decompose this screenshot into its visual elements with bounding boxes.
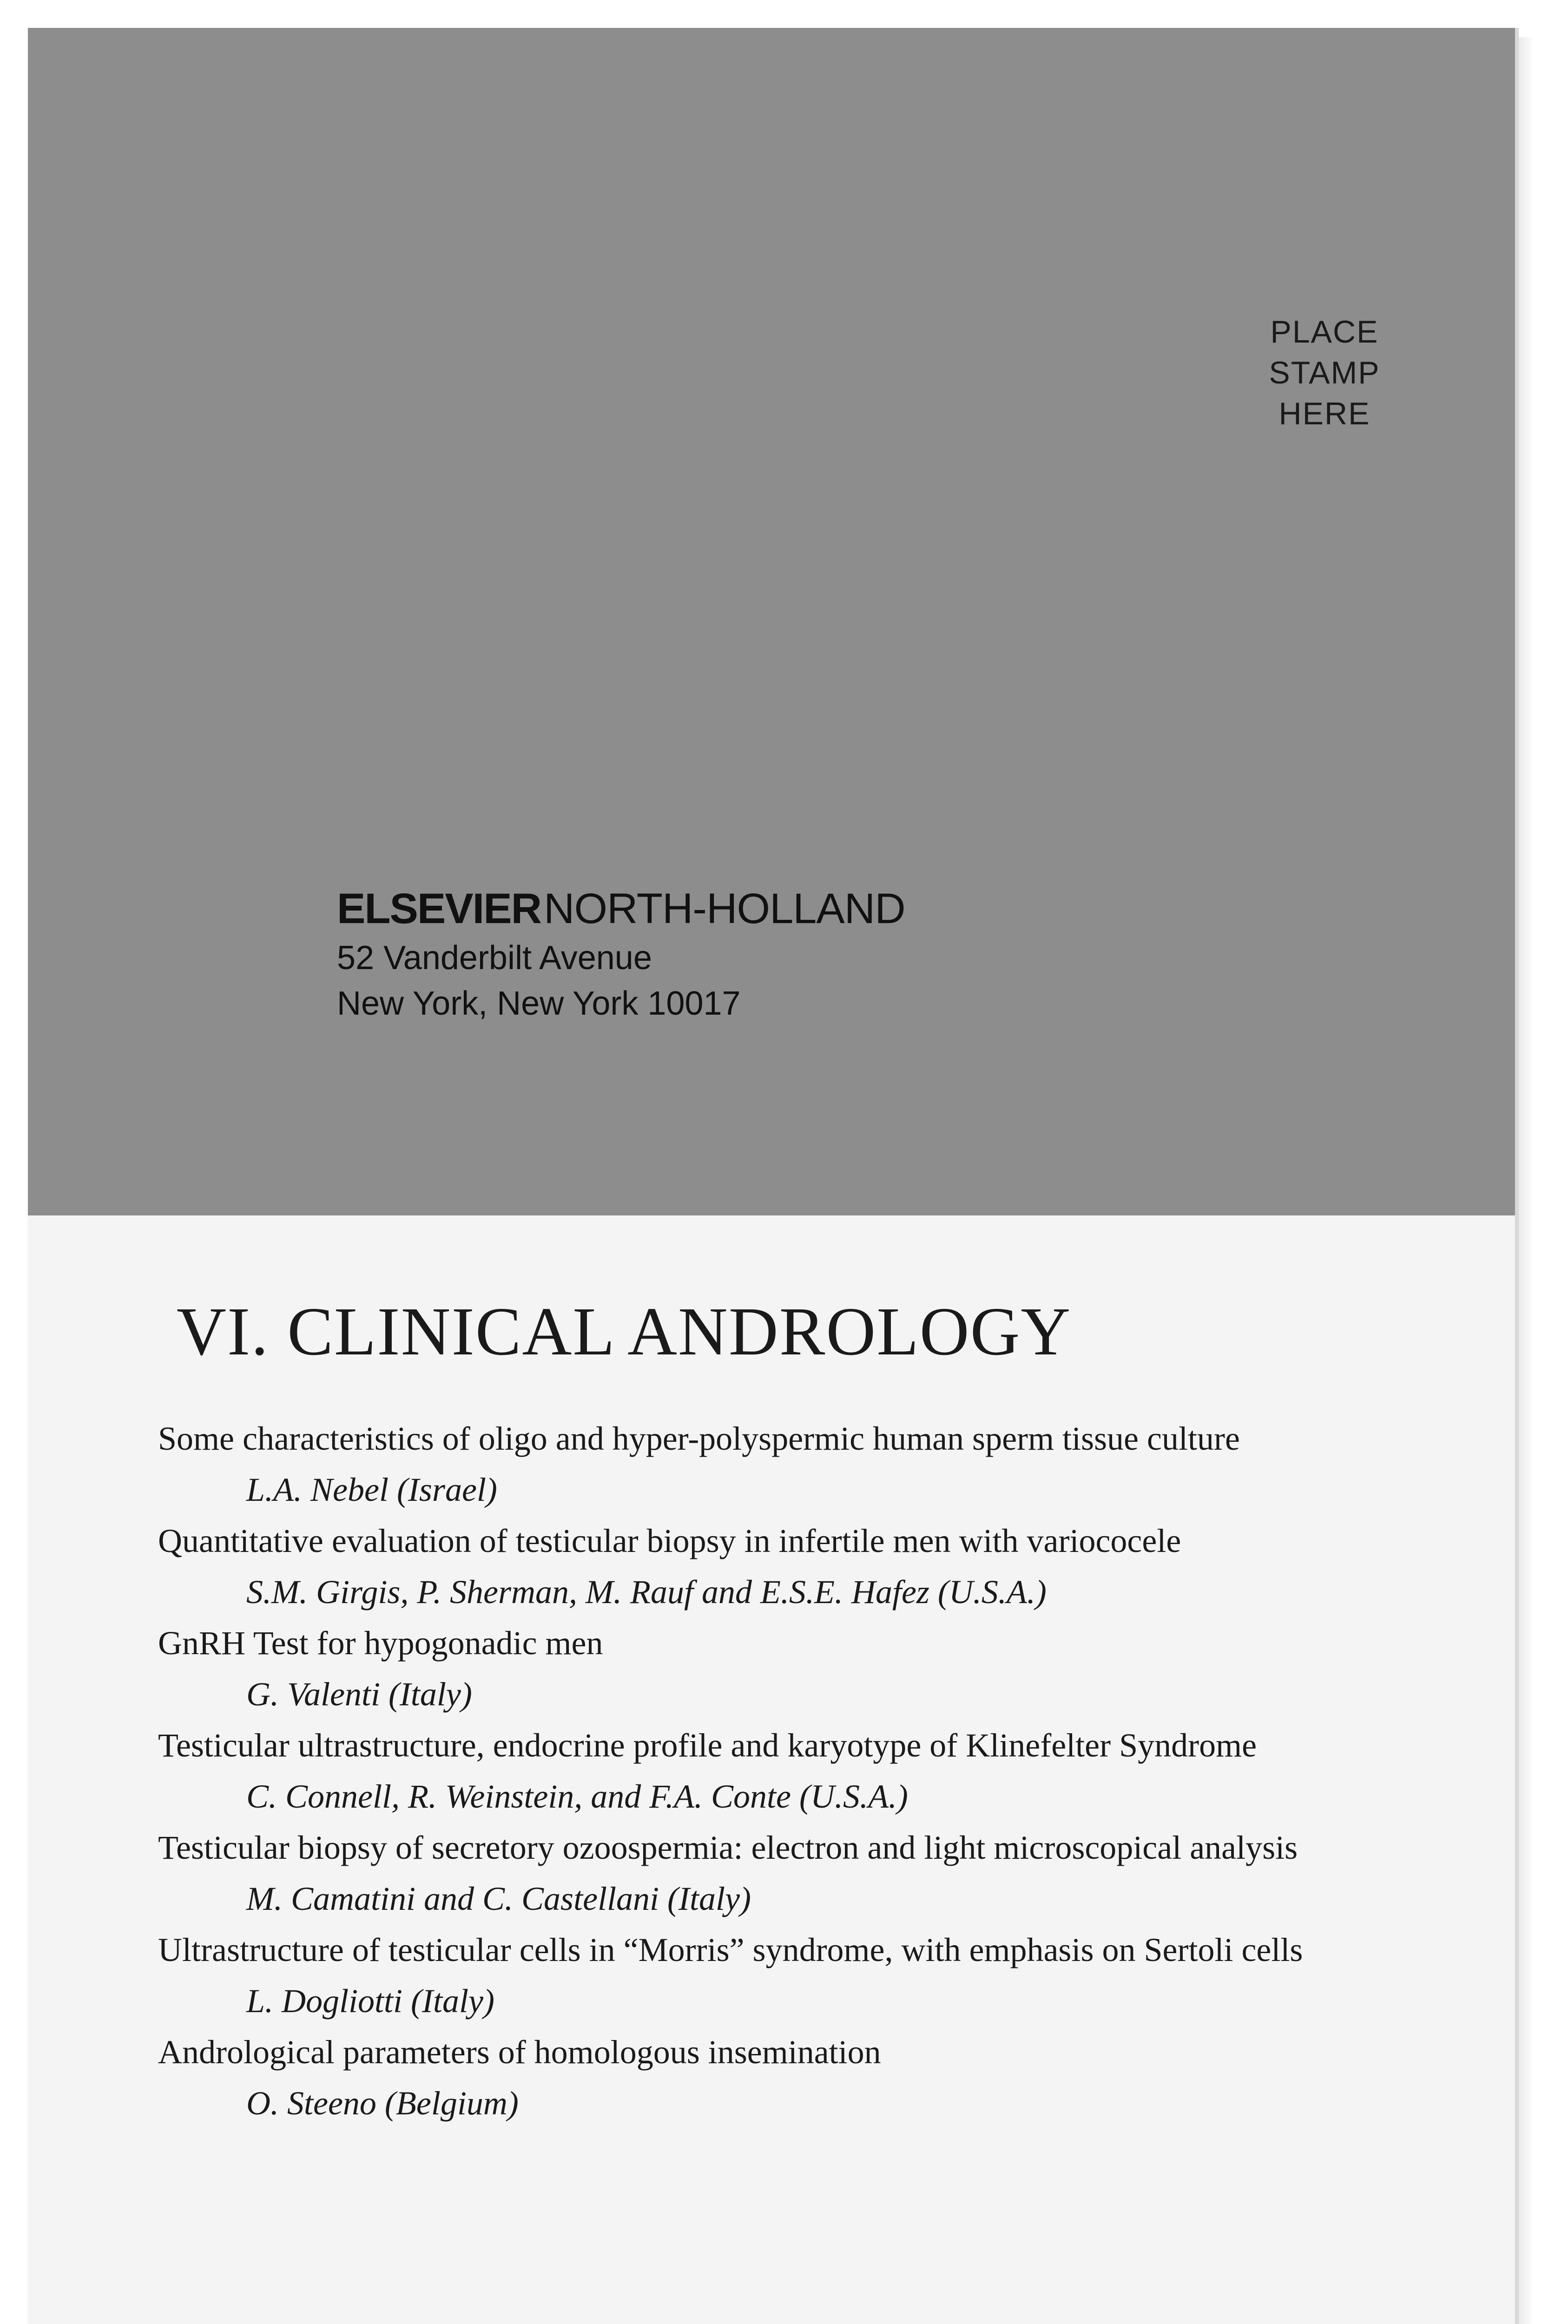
paper-authors: L.A. Nebel (Israel) (246, 1471, 497, 1508)
list-item (158, 1515, 1482, 1618)
paper-authors: M. Camatini and C. Castellani (Italy) (246, 1880, 751, 1917)
list-item (158, 1720, 1482, 1822)
list-item (158, 1413, 1482, 1515)
paper-title: GnRH Test for hypogonadic men (158, 1624, 603, 1662)
address-city: New York, New York 10017 (337, 985, 741, 1022)
envelope-flap (28, 28, 1515, 1215)
paper-title: Testicular ultrastructure, endocrine profile and karyotype of Klinefelter Syndrome (158, 1727, 1257, 1764)
paper-authors: G. Valenti (Italy) (246, 1676, 472, 1713)
list-item (158, 1924, 1482, 2027)
paper-authors: L. Dogliotti (Italy) (246, 1982, 494, 2020)
list-item (158, 1822, 1482, 1924)
section-title: VI. CLINICAL ANDROLOGY (177, 1294, 1072, 1370)
paper-authors: O. Steeno (Belgium) (246, 2085, 519, 2122)
list-item (158, 1618, 1482, 1720)
publisher-logo (337, 883, 905, 934)
paper-title: Andrological parameters of homologous insemination (158, 2034, 881, 2071)
address-street: 52 Vanderbilt Avenue (337, 939, 652, 977)
paper-authors: C. Connell, R. Weinstein, and F.A. Conte (U.S.A.) (246, 1778, 908, 1815)
stamp-line: PLACE (1270, 314, 1379, 350)
publisher-name-bold: ELSEVIER (337, 885, 541, 932)
paper-title: Testicular biopsy of secretory ozoospermia: electron and light microscopical analysis (158, 1829, 1298, 1866)
stamp-line: HERE (1278, 396, 1370, 431)
paper-authors: S.M. Girgis, P. Sherman, M. Rauf and E.S.E. Hafez (U.S.A.) (246, 1573, 1047, 1611)
paper-title: Some characteristics of oligo and hyper-polyspermic human sperm tissue culture (158, 1420, 1240, 1457)
mailer-page (28, 28, 1519, 2324)
program-section (158, 1292, 1482, 2129)
paper-title: Ultrastructure of testicular cells in “Morris” syndrome, with emphasis on Sertoli cells (158, 1931, 1303, 1968)
list-item (158, 2027, 1482, 2129)
publisher-name-light: NORTH-HOLLAND (544, 885, 905, 932)
mailing-address (337, 883, 905, 1025)
stamp-placeholder (1245, 311, 1403, 434)
page-edge (1516, 37, 1535, 2324)
paper-title: Quantitative evaluation of testicular biopsy in infertile men with variococele (158, 1522, 1181, 1559)
stamp-line: STAMP (1269, 355, 1380, 390)
